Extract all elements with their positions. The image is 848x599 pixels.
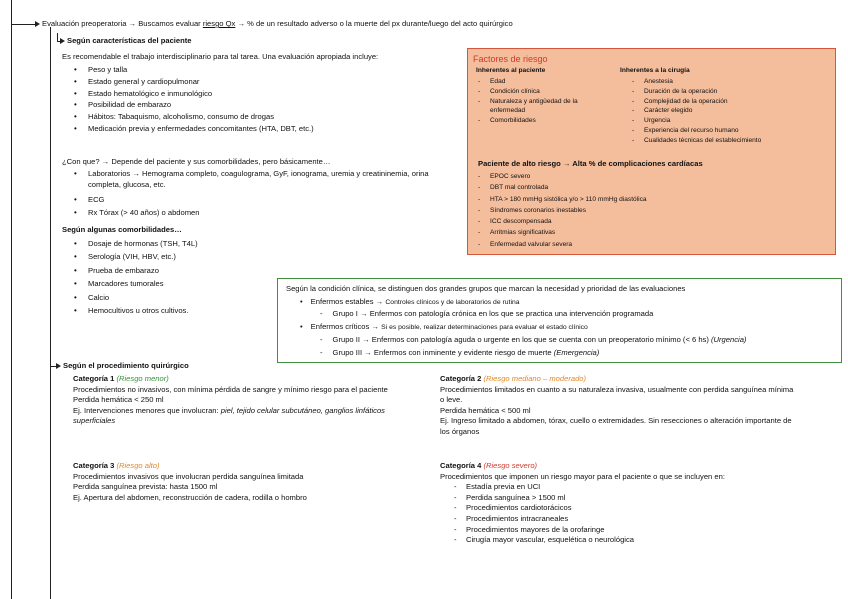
category-1-title xyxy=(73,374,423,385)
list-item: - Cualidades técnicas del establecimiento xyxy=(630,136,835,146)
category-4-risk: (Riesgo severo) xyxy=(483,461,538,470)
tests-question: ¿Con que? → Depende del paciente y sus comorbilidades, pero básicamente… xyxy=(62,157,331,166)
list-item: • Prueba de embarazo xyxy=(62,264,342,277)
group2-text: Enfermos con patología aguda o urgente en los que se cuenta con un preoperatorio mínimo (< 6 hs) xyxy=(371,335,711,344)
clinical-condition-box xyxy=(277,278,842,363)
list-item: - Procedimientos cardiotorácicos xyxy=(452,503,795,514)
category-2-blood-loss: Perdida hemática < 500 ml xyxy=(440,405,531,415)
category-2-title xyxy=(440,374,795,385)
risk-box-title: Factores de riesgo xyxy=(473,54,548,64)
list-item: - Procedimientos mayores de la orofaringe xyxy=(452,525,795,536)
list-item: - Síndromes coronarios inestables xyxy=(476,205,826,216)
list-item: • Laboratorios → Hemograma completo, coagulograma, GyF, ionograma, uremia y creatininemia, orina completa, glucosa, etc. xyxy=(62,169,447,191)
patient-factors-heading: Inherentes al paciente xyxy=(476,67,546,74)
group3-emphasis: (Emergencia) xyxy=(553,348,600,357)
stable-row xyxy=(300,297,520,306)
list-item: • Peso y talla xyxy=(62,64,457,76)
bullet-icon: • xyxy=(300,297,303,306)
list-item: • Marcadores tumorales xyxy=(62,277,342,290)
category-2-block xyxy=(440,374,795,438)
dash-icon: - xyxy=(320,335,323,344)
list-item: • Medicación previa y enfermedades concomitantes (HTA, DBT, etc.) xyxy=(62,123,457,135)
category-3-risk: (Riesgo alto) xyxy=(116,461,160,470)
list-item: • ECG xyxy=(62,194,447,206)
list-item: - Anestesia xyxy=(630,77,835,87)
tests-list xyxy=(62,169,447,219)
category-1-risk: (Riesgo menor) xyxy=(116,374,169,383)
list-item: - Arritmias significativas xyxy=(476,227,826,238)
group2-label: Grupo II → xyxy=(332,335,370,344)
category-3-desc: Procedimientos invasivos que involucran perdida sanguínea limitada xyxy=(73,471,304,481)
list-item: • Hemocultivos u otros cultivos. xyxy=(62,304,342,317)
title-arrow-icon xyxy=(35,21,40,27)
category-3-label: Categoría 3 xyxy=(73,461,117,470)
list-item: - Enfermedad valvular severa xyxy=(476,239,826,250)
category-3-blood-loss: Perdida sanguínea prevista: hasta 1500 ml xyxy=(73,482,218,492)
group1-row xyxy=(320,309,653,318)
patient-arrow-icon xyxy=(60,38,65,44)
list-item: - Naturaleza y antigüedad de la enfermedad xyxy=(476,97,611,117)
surgery-factors-list xyxy=(630,77,835,146)
list-item: - Condición clínica xyxy=(476,87,611,97)
risk-factors-box xyxy=(467,48,836,255)
condition-intro: Según la condición clínica, se distinguen dos grandes grupos que marcan la necesidad y prioridad de las evaluaciones xyxy=(286,284,686,293)
list-item: - Duración de la operación xyxy=(630,87,835,97)
stable-note: Controles clínicos y de laboratorios de rutina xyxy=(385,299,520,306)
category-1-blood-loss: Perdida hemática < 250 ml xyxy=(73,395,164,405)
dash-icon: - xyxy=(320,309,323,318)
patient-factors-list xyxy=(476,77,611,126)
category-1-example xyxy=(73,406,423,427)
stable-label: Enfermos estables → xyxy=(310,297,384,306)
category-3-example: Ej. Apertura del abdomen, reconstrucción de cadera, rodilla o hombro xyxy=(73,492,307,502)
list-item: - Estadía previa en UCI xyxy=(452,482,795,493)
category-3-block xyxy=(73,461,428,503)
list-item: - DBT mal controlada xyxy=(476,182,826,193)
list-item: - ICC descompensada xyxy=(476,216,826,227)
critical-row xyxy=(300,322,588,331)
page-title xyxy=(42,19,513,28)
group3-label: Grupo III → xyxy=(332,348,372,357)
category-4-list xyxy=(452,482,795,546)
patient-intro: Es recomendable el trabajo interdisciplinario para tal tarea. Una evaluación apropiada incluye: xyxy=(62,52,379,61)
category-2-risk: (Riesgo mediano – moderado) xyxy=(483,374,587,383)
category-1-label: Categoría 1 xyxy=(73,374,117,383)
list-item: - Perdida sanguínea > 1500 ml xyxy=(452,493,795,504)
category-3-title xyxy=(73,461,428,472)
category-4-title xyxy=(440,461,795,472)
surgery-factors-heading: Inherentes a la cirugía xyxy=(620,67,690,74)
high-risk-list xyxy=(476,171,826,250)
main-tree-line xyxy=(50,27,51,599)
category-1-block xyxy=(73,374,423,427)
list-item: • Dosaje de hormonas (TSH, T4L) xyxy=(62,237,342,250)
category-1-example-prefix: Ej. Intervenciones menores que involucran: xyxy=(73,405,221,415)
list-item: • Estado general y cardiopulmonar xyxy=(62,76,457,88)
outer-margin-line xyxy=(11,0,12,599)
list-item: - Edad xyxy=(476,77,611,87)
list-item: - EPOC severo xyxy=(476,171,826,182)
group3-text: Enfermos con inminente y evidente riesgo de muerte xyxy=(373,348,554,357)
list-item: - HTA > 180 mmHg sistólica y/o > 110 mmHg diastólica xyxy=(476,194,826,205)
title-prefix: Evaluación preoperatoria → Buscamos evaluar xyxy=(42,19,203,28)
list-item: • Rx Tórax (> 40 años) o abdomen xyxy=(62,207,447,219)
comorbidities-heading: Según algunas comorbilidades… xyxy=(62,225,182,234)
list-item: • Calcio xyxy=(62,291,342,304)
list-item: • Hábitos: Tabaquismo, alcoholismo, consumo de drogas xyxy=(62,111,457,123)
list-item: - Experiencia del recurso humano xyxy=(630,126,835,136)
category-2-example: Ej. Ingreso limitado a abdomen, tórax, cuello o extremidades. Sin resecciones o alteración importante de los órganos xyxy=(440,416,792,436)
category-4-label: Categoría 4 xyxy=(440,461,484,470)
group1-text: Enfermos con patología crónica en los que se practica una intervención programada xyxy=(369,309,654,318)
group2-emphasis: (Urgencia) xyxy=(711,335,747,344)
category-1-example-text: piel, tejido celular subcutáneo, ganglios linfáticos superficiales xyxy=(73,405,385,426)
list-item: - Procedimientos intracraneales xyxy=(452,514,795,525)
title-suffix: → % de un resultado adverso o la muerte del px durante/luego del acto quirúrgico xyxy=(235,19,513,28)
list-item: - Carácter elegido xyxy=(630,106,835,116)
critical-note: Si es posible, realizar determinaciones para evaluar el estado clínico xyxy=(381,324,588,331)
title-connector xyxy=(11,24,36,25)
critical-label: Enfermos críticos → xyxy=(310,322,380,331)
list-item: • Estado hematológico e inmunológico xyxy=(62,88,457,100)
list-item: - Comorbilidades xyxy=(476,116,611,126)
title-underlined: riesgo Qx xyxy=(202,19,236,28)
category-2-label: Categoría 2 xyxy=(440,374,484,383)
list-item: - Urgencia xyxy=(630,116,835,126)
group1-label: Grupo I → xyxy=(332,309,368,318)
patient-section-heading: Según características del paciente xyxy=(67,36,192,45)
dash-icon: - xyxy=(320,348,323,357)
list-item: • Posibilidad de embarazo xyxy=(62,99,457,111)
category-1-desc: Procedimientos no invasivos, con mínima pérdida de sangre y mínimo riesgo para el paciente xyxy=(73,384,388,394)
patient-eval-list xyxy=(62,64,457,135)
procedure-arrow-icon xyxy=(56,363,61,369)
list-item: - Cirugía mayor vascular, esquelética o neurológica xyxy=(452,535,795,546)
category-2-desc: Procedimientos limitados en cuanto a su naturaleza invasiva, usualmente con perdida sanguínea mínima o leve. xyxy=(440,384,794,405)
bullet-icon: • xyxy=(300,322,303,331)
procedure-section-heading: Según el procedimiento quirúrgico xyxy=(63,361,189,370)
category-4-desc: Procedimientos que imponen un riesgo mayor para el paciente o que se incluyen en: xyxy=(440,471,725,481)
category-4-block xyxy=(440,461,795,546)
group3-row xyxy=(320,348,599,357)
high-risk-heading: Paciente de alto riesgo → Alta % de complicaciones cardíacas xyxy=(478,159,703,168)
list-item: - Complejidad de la operación xyxy=(630,97,835,107)
group2-row xyxy=(320,335,746,344)
list-item: • Serología (VIH, HBV, etc.) xyxy=(62,250,342,263)
